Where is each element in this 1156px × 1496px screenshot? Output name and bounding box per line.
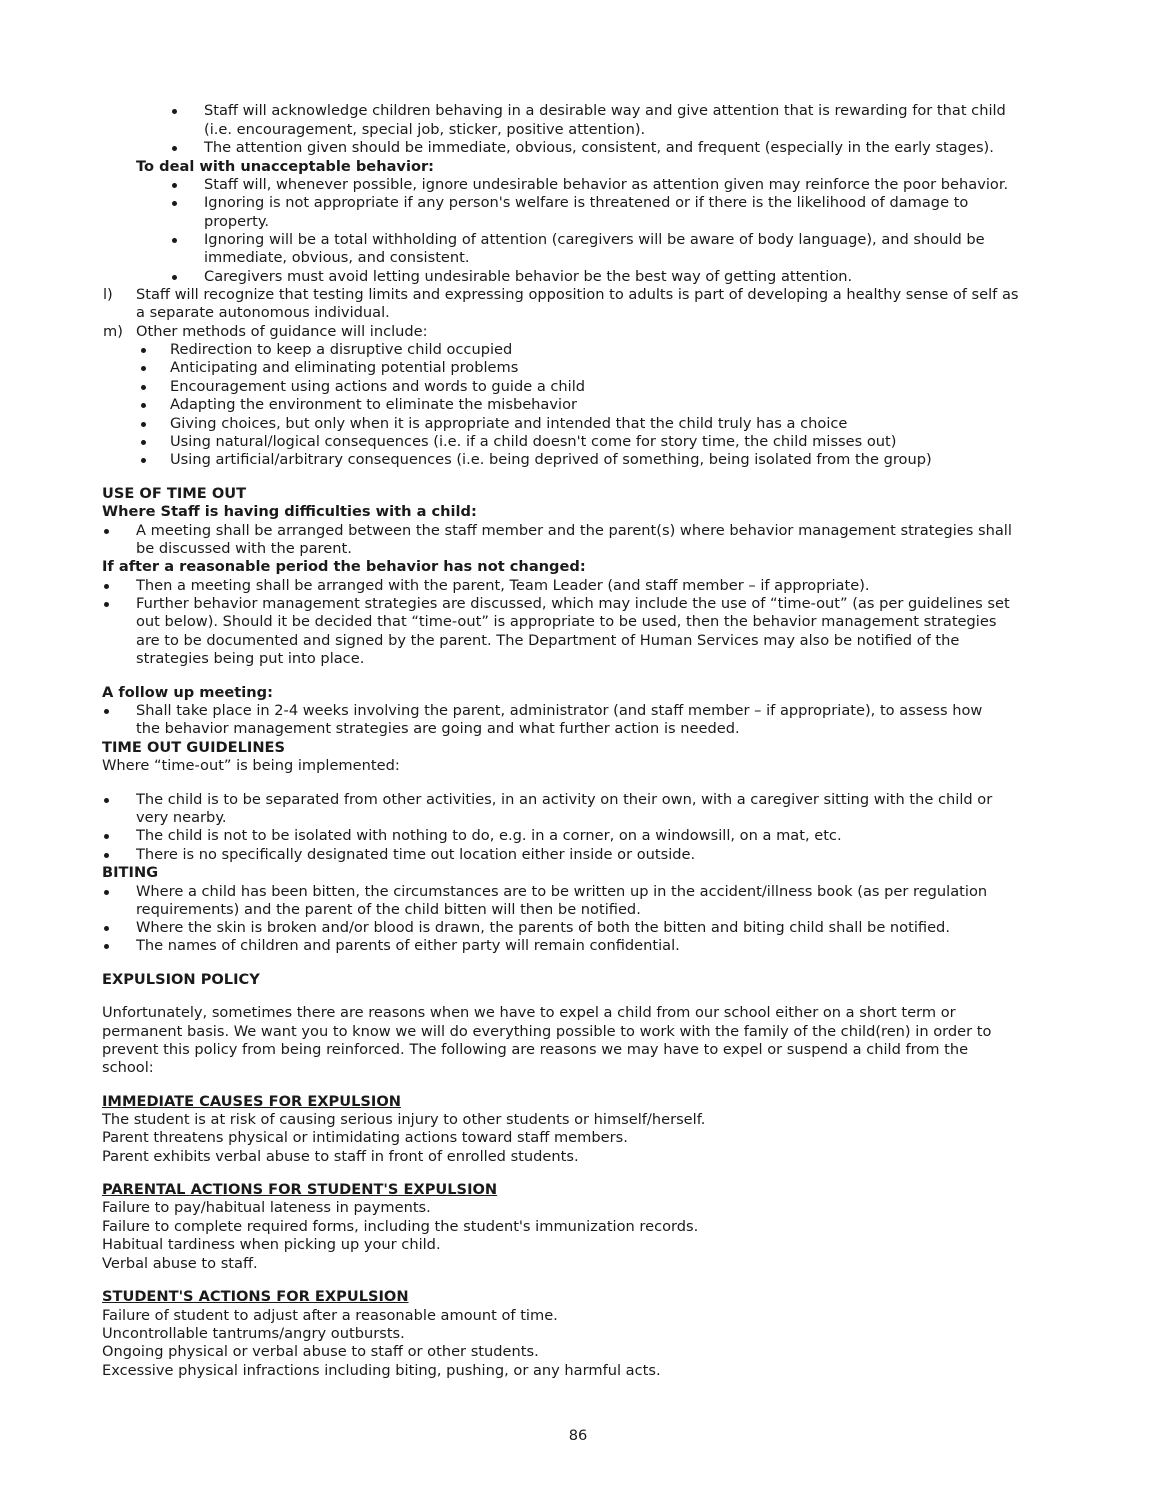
- bullet-text: are to be documented and signed by the parent. The Department of Human Services may also be notified of the: [136, 632, 960, 649]
- bullet-text: Encouragement using actions and words to guide a child: [170, 378, 586, 395]
- bullet-text: Then a meeting shall be arranged with the parent, Team Leader (and staff member – if appropriate).: [136, 577, 870, 594]
- bullet-icon: [104, 944, 109, 949]
- subheading: To deal with unacceptable behavior:: [136, 158, 435, 175]
- bullet-icon: [141, 422, 146, 427]
- bullet-text: Using natural/logical consequences (i.e. if a child doesn't come for story time, the child misses out): [170, 433, 897, 450]
- subsection-title: STUDENT'S ACTIONS FOR EXPULSION: [102, 1288, 409, 1305]
- bullet-text: Where the skin is broken and/or blood is drawn, the parents of both the bitten and biting child shall be notified.: [136, 919, 950, 936]
- list-line: Ongoing physical or verbal abuse to staff or other students.: [102, 1343, 539, 1360]
- bullet-text: Further behavior management strategies are discussed, which may include the use of “time-out” (as per guidelines set: [136, 595, 1010, 612]
- bullet-icon: [141, 440, 146, 445]
- bullet-text: Caregivers must avoid letting undesirable behavior be the best way of getting attention.: [204, 268, 853, 285]
- bullet-text: strategies being put into place.: [136, 650, 365, 667]
- bullet-text: Giving choices, but only when it is appropriate and intended that the child truly has a choice: [170, 415, 848, 432]
- bullet-icon: [141, 403, 146, 408]
- list-line: Habitual tardiness when picking up your child.: [102, 1236, 441, 1253]
- paragraph-text: prevent this policy from being reinforced. The following are reasons we may have to expel or suspend a child from the: [102, 1041, 969, 1058]
- bullet-text: Anticipating and eliminating potential problems: [170, 359, 519, 376]
- bullet-text: Staff will, whenever possible, ignore undesirable behavior as attention given may reinforce the poor behavior.: [204, 176, 1009, 193]
- bullet-text: The names of children and parents of either party will remain confidential.: [136, 937, 680, 954]
- bullet-text: the behavior management strategies are going and what further action is needed.: [136, 720, 740, 737]
- bullet-text: property.: [204, 213, 270, 230]
- bullet-text: The child is to be separated from other activities, in an activity on their own, with a caregiver sitting with the child or: [136, 791, 993, 808]
- bullet-icon: [172, 183, 177, 188]
- bullet-text: requirements) and the parent of the child bitten will then be notified.: [136, 901, 641, 918]
- bullet-icon: [141, 385, 146, 390]
- list-marker: l): [103, 286, 113, 303]
- bullet-icon: [104, 709, 109, 714]
- list-line: Parent threatens physical or intimidating actions toward staff members.: [102, 1129, 628, 1146]
- bullet-icon: [104, 584, 109, 589]
- subsection-title: PARENTAL ACTIONS FOR STUDENT'S EXPULSION: [102, 1181, 498, 1198]
- bullet-icon: [141, 458, 146, 463]
- section-title: USE OF TIME OUT: [102, 485, 247, 502]
- bullet-text: Ignoring is not appropriate if any person's welfare is threatened or if there is the likelihood of damage to: [204, 194, 969, 211]
- bullet-icon: [141, 348, 146, 353]
- bullet-text: Ignoring will be a total withholding of attention (caregivers will be aware of body language), and should be: [204, 231, 985, 248]
- section-title: EXPULSION POLICY: [102, 971, 260, 988]
- bullet-icon: [104, 798, 109, 803]
- bullet-text: very nearby.: [136, 809, 227, 826]
- list-item-text: a separate autonomous individual.: [136, 304, 390, 321]
- bullet-icon: [104, 890, 109, 895]
- list-line: The student is at risk of causing serious injury to other students or himself/herself.: [102, 1111, 706, 1128]
- paragraph-text: Unfortunately, sometimes there are reasons when we have to expel a child from our school either on a short term or: [102, 1004, 956, 1021]
- section-title: BITING: [102, 864, 159, 881]
- bullet-icon: [172, 201, 177, 206]
- subsection-title: IMMEDIATE CAUSES FOR EXPULSION: [102, 1093, 401, 1110]
- list-line: Failure of student to adjust after a reasonable amount of time.: [102, 1307, 558, 1324]
- bullet-icon: [104, 834, 109, 839]
- subheading: Where Staff is having difficulties with a child:: [102, 503, 477, 520]
- bullet-text: be discussed with the parent.: [136, 540, 352, 557]
- bullet-icon: [104, 602, 109, 607]
- paragraph-text: school:: [102, 1059, 154, 1076]
- list-line: Failure to complete required forms, including the student's immunization records.: [102, 1218, 699, 1235]
- bullet-text: immediate, obvious, and consistent.: [204, 249, 470, 266]
- section-title: TIME OUT GUIDELINES: [102, 739, 286, 756]
- list-item-text: Other methods of guidance will include:: [136, 323, 428, 340]
- bullet-text: (i.e. encouragement, special job, sticker, positive attention).: [204, 121, 646, 138]
- list-line: Uncontrollable tantrums/angry outbursts.: [102, 1325, 405, 1342]
- bullet-text: The child is not to be isolated with nothing to do, e.g. in a corner, on a windowsill, on a mat, etc.: [136, 827, 842, 844]
- list-marker: m): [103, 323, 123, 340]
- bullet-text: Using artificial/arbitrary consequences (i.e. being deprived of something, being isolated from the group): [170, 451, 932, 468]
- bullet-icon: [141, 366, 146, 371]
- bullet-text: Where a child has been bitten, the circumstances are to be written up in the accident/illness book (as per regulation: [136, 883, 988, 900]
- bullet-icon: [172, 146, 177, 151]
- bullet-text: Staff will acknowledge children behaving in a desirable way and give attention that is rewarding for that child: [204, 102, 1006, 119]
- bullet-text: Adapting the environment to eliminate the misbehavior: [170, 396, 577, 413]
- list-line: Parent exhibits verbal abuse to staff in front of enrolled students.: [102, 1148, 579, 1165]
- bullet-text: out below). Should it be decided that “time-out” is appropriate to be used, then the behavior management strategies: [136, 613, 997, 630]
- paragraph-text: Where “time-out” is being implemented:: [102, 757, 400, 774]
- list-line: Verbal abuse to staff.: [102, 1255, 258, 1272]
- paragraph-text: permanent basis. We want you to know we will do everything possible to work with the family of the child(ren) in order to: [102, 1023, 992, 1040]
- bullet-icon: [104, 926, 109, 931]
- bullet-text: A meeting shall be arranged between the staff member and the parent(s) where behavior management strategies shall: [136, 522, 1012, 539]
- page-number: 86: [568, 1427, 588, 1444]
- bullet-text: Redirection to keep a disruptive child occupied: [170, 341, 513, 358]
- bullet-icon: [172, 275, 177, 280]
- list-line: Failure to pay/habitual lateness in payments.: [102, 1199, 431, 1216]
- bullet-text: Shall take place in 2-4 weeks involving the parent, administrator (and staff member – if appropriate), to assess how: [136, 702, 983, 719]
- subheading: A follow up meeting:: [102, 684, 273, 701]
- list-line: Excessive physical infractions including biting, pushing, or any harmful acts.: [102, 1362, 661, 1379]
- bullet-icon: [172, 109, 177, 114]
- subheading: If after a reasonable period the behavior has not changed:: [102, 558, 586, 575]
- bullet-icon: [104, 853, 109, 858]
- list-item-text: Staff will recognize that testing limits and expressing opposition to adults is part of developing a healthy sense of self as: [136, 286, 1019, 303]
- bullet-icon: [172, 238, 177, 243]
- bullet-text: The attention given should be immediate, obvious, consistent, and frequent (especially in the early stages).: [204, 139, 994, 156]
- bullet-icon: [104, 529, 109, 534]
- bullet-text: There is no specifically designated time out location either inside or outside.: [136, 846, 696, 863]
